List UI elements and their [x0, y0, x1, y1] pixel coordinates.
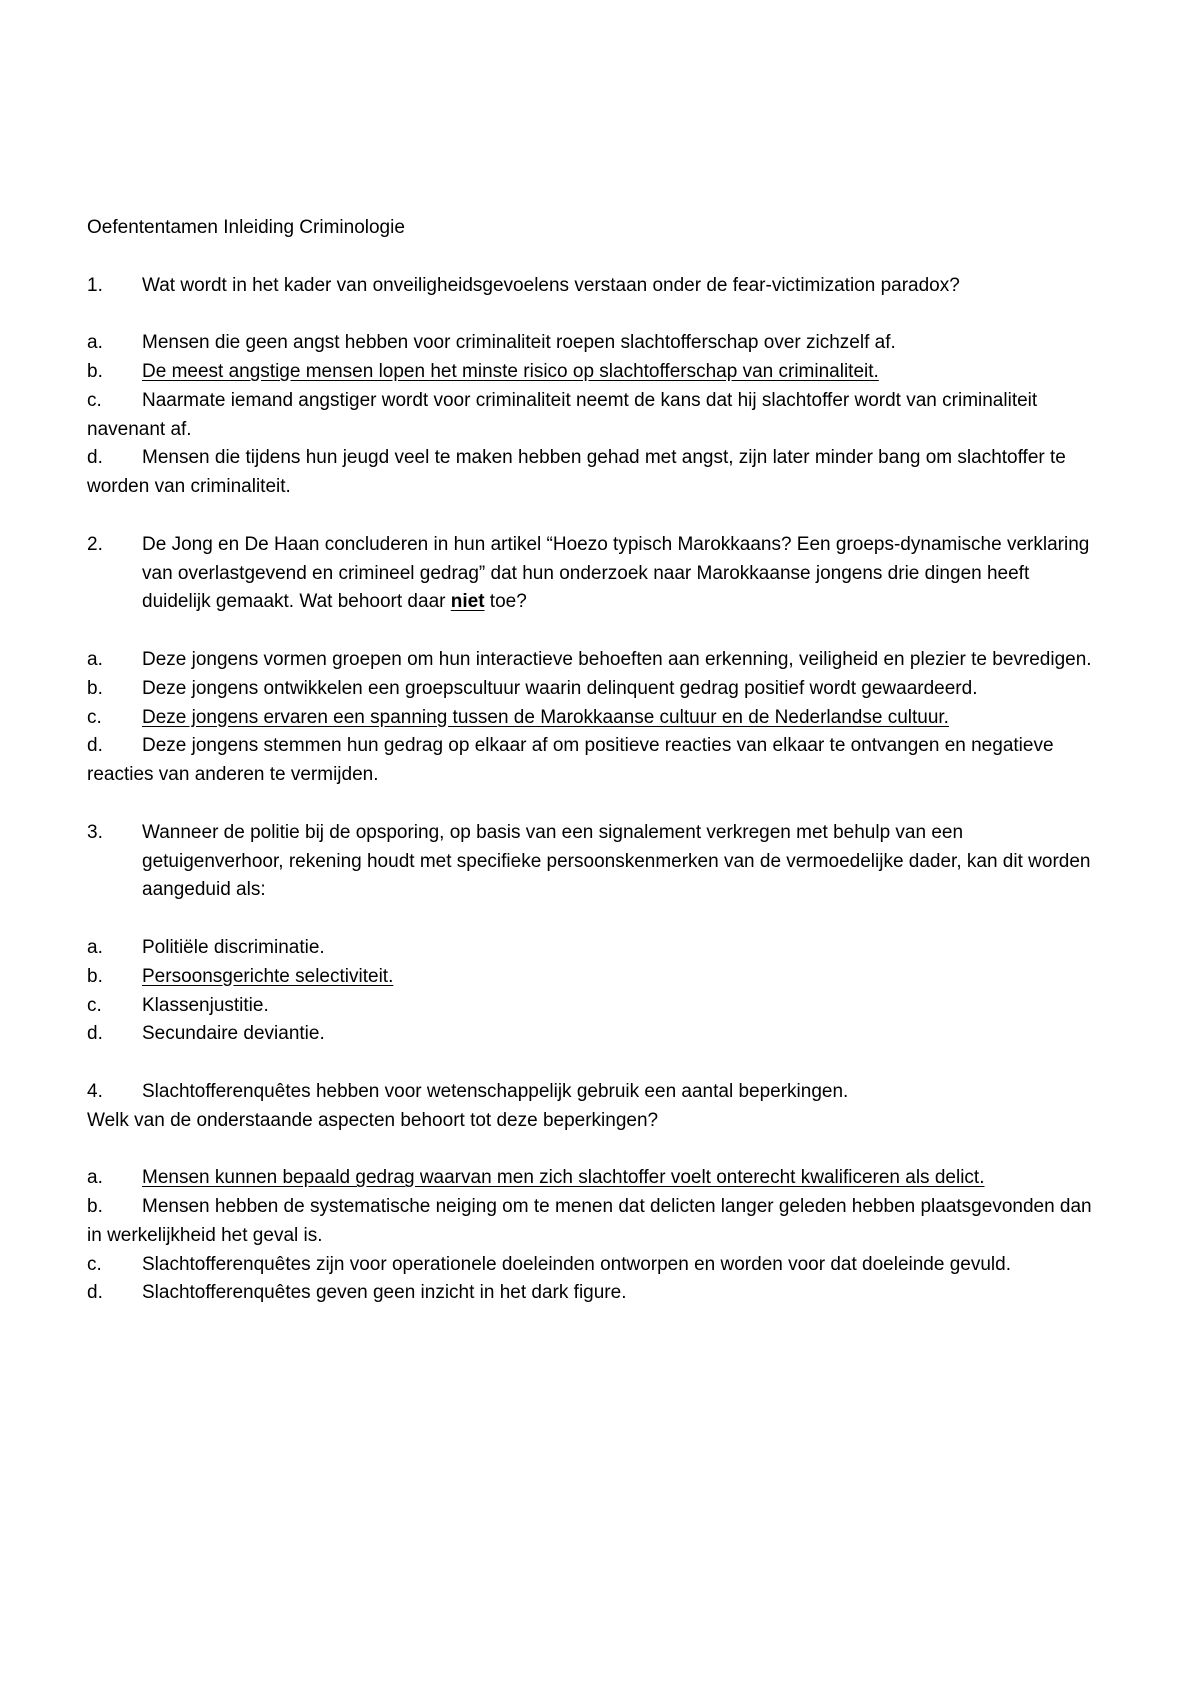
option-text: Deze jongens stemmen hun gedrag op elkaar af om positieve reacties van elkaar te ontvangen en negatieve reacties van anderen te vermijden.	[87, 735, 1054, 786]
question-body-line2: Welk van de onderstaande aspecten behoort tot deze beperkingen?	[87, 1109, 659, 1131]
question-body-end: toe?	[484, 591, 527, 613]
question-3	[87, 819, 1097, 1049]
question-text	[87, 531, 1097, 617]
question-text	[87, 272, 1097, 301]
question-4	[87, 1078, 1097, 1308]
option-letter: a.	[87, 648, 103, 670]
question-2	[87, 531, 1097, 790]
option-d	[87, 732, 1097, 790]
option-text: Deze jongens ervaren een spanning tussen de Marokkaanse cultuur en de Nederlandse cultuur.	[142, 706, 949, 728]
option-text: Mensen die geen angst hebben voor criminaliteit roepen slachtofferschap over zichzelf af.	[142, 332, 896, 354]
question-number: 2.	[87, 533, 103, 555]
option-letter: b.	[87, 965, 103, 987]
option-b-correct	[87, 963, 1097, 992]
option-letter: c.	[87, 1253, 102, 1275]
option-letter: c.	[87, 706, 102, 728]
option-letter: d.	[87, 1023, 103, 1045]
option-text: Mensen hebben de systematische neiging om te menen dat delicten langer geleden hebben plaatsgevonden dan in werkelijkheid het geval is.	[87, 1196, 1092, 1246]
option-text: Politiële discriminatie.	[142, 936, 325, 958]
option-letter: d.	[87, 447, 103, 469]
option-letter: b.	[87, 677, 103, 699]
option-list	[87, 1164, 1097, 1308]
option-letter: a.	[87, 1167, 103, 1189]
option-list	[87, 934, 1097, 1049]
option-text: Slachtofferenquêtes zijn voor operationele doeleinden ontworpen en worden voor dat doeleinde gevuld.	[142, 1253, 1011, 1275]
option-letter: d.	[87, 735, 103, 757]
option-text: De meest angstige mensen lopen het minste risico op slachtofferschap van criminaliteit.	[142, 360, 879, 382]
question-number: 1.	[87, 274, 103, 296]
document-title: Oefententamen Inleiding Criminologie	[87, 217, 405, 238]
option-text: Naarmate iemand angstiger wordt voor criminaliteit neemt de kans dat hij slachtoffer wordt van criminaliteit navenant af.	[87, 389, 1038, 440]
option-letter: a.	[87, 332, 103, 354]
option-c	[87, 992, 1097, 1021]
option-a	[87, 329, 1097, 358]
option-letter: b.	[87, 360, 103, 382]
option-letter: a.	[87, 936, 103, 958]
option-b-correct	[87, 358, 1097, 387]
option-text: Secundaire deviantie.	[142, 1023, 325, 1045]
option-a-correct	[87, 1164, 1097, 1193]
option-b	[87, 675, 1097, 704]
option-letter: d.	[87, 1282, 103, 1304]
option-text: Persoonsgerichte selectiviteit.	[142, 965, 394, 987]
option-text: Mensen die tijdens hun jeugd veel te maken hebben gehad met angst, zijn later minder bang om slachtoffer te worden van criminaliteit.	[87, 447, 1066, 498]
question-text	[87, 1078, 1097, 1107]
question-1	[87, 272, 1097, 502]
question-body: De Jong en De Haan concluderen in hun artikel “Hoezo typisch Marokkaans? Een groeps-dynamische verklaring van overlastgevend en crimineel gedrag” dat hun onderzoek naar Marokkaanse jongens drie dingen heeft duidelijk gemaakt. Wat behoort daar	[142, 533, 1090, 613]
option-text: Slachtofferenquêtes geven geen inzicht in het dark figure.	[142, 1282, 627, 1304]
option-text: Deze jongens vormen groepen om hun interactieve behoeften aan erkenning, veiligheid en plezier te bevredigen.	[142, 648, 1092, 670]
option-letter: c.	[87, 994, 102, 1016]
question-body: Wat wordt in het kader van onveiligheidsgevoelens verstaan onder de fear-victimization paradox?	[142, 274, 960, 296]
option-d	[87, 1279, 1097, 1308]
option-b	[87, 1193, 1097, 1251]
question-number: 4.	[87, 1080, 103, 1102]
option-list	[87, 329, 1097, 502]
option-text: Deze jongens ontwikkelen een groepscultuur waarin delinquent gedrag positief wordt gewaardeerd.	[142, 677, 978, 699]
option-list	[87, 646, 1097, 790]
option-a	[87, 934, 1097, 963]
option-text: Klassenjustitie.	[142, 994, 269, 1016]
option-c-correct	[87, 704, 1097, 733]
document-page	[87, 214, 1097, 1337]
option-d	[87, 1020, 1097, 1049]
question-emphasis: niet	[450, 591, 485, 613]
option-letter: c.	[87, 389, 102, 411]
question-text	[87, 819, 1097, 905]
option-c	[87, 387, 1097, 445]
option-c	[87, 1251, 1097, 1280]
option-d	[87, 444, 1097, 502]
option-letter: b.	[87, 1196, 103, 1218]
question-body: Slachtofferenquêtes hebben voor wetenschappelijk gebruik een aantal beperkingen.	[142, 1080, 849, 1102]
question-number: 3.	[87, 821, 103, 843]
option-text: Mensen kunnen bepaald gedrag waarvan men zich slachtoffer voelt onterecht kwalificeren als delict.	[142, 1167, 985, 1189]
option-a	[87, 646, 1097, 675]
question-body: Wanneer de politie bij de opsporing, op basis van een signalement verkregen met behulp van een getuigenverhoor, rekening houdt met specifieke persoonskenmerken van de vermoedelijke dader, kan dit worden aangeduid als:	[142, 821, 1091, 901]
